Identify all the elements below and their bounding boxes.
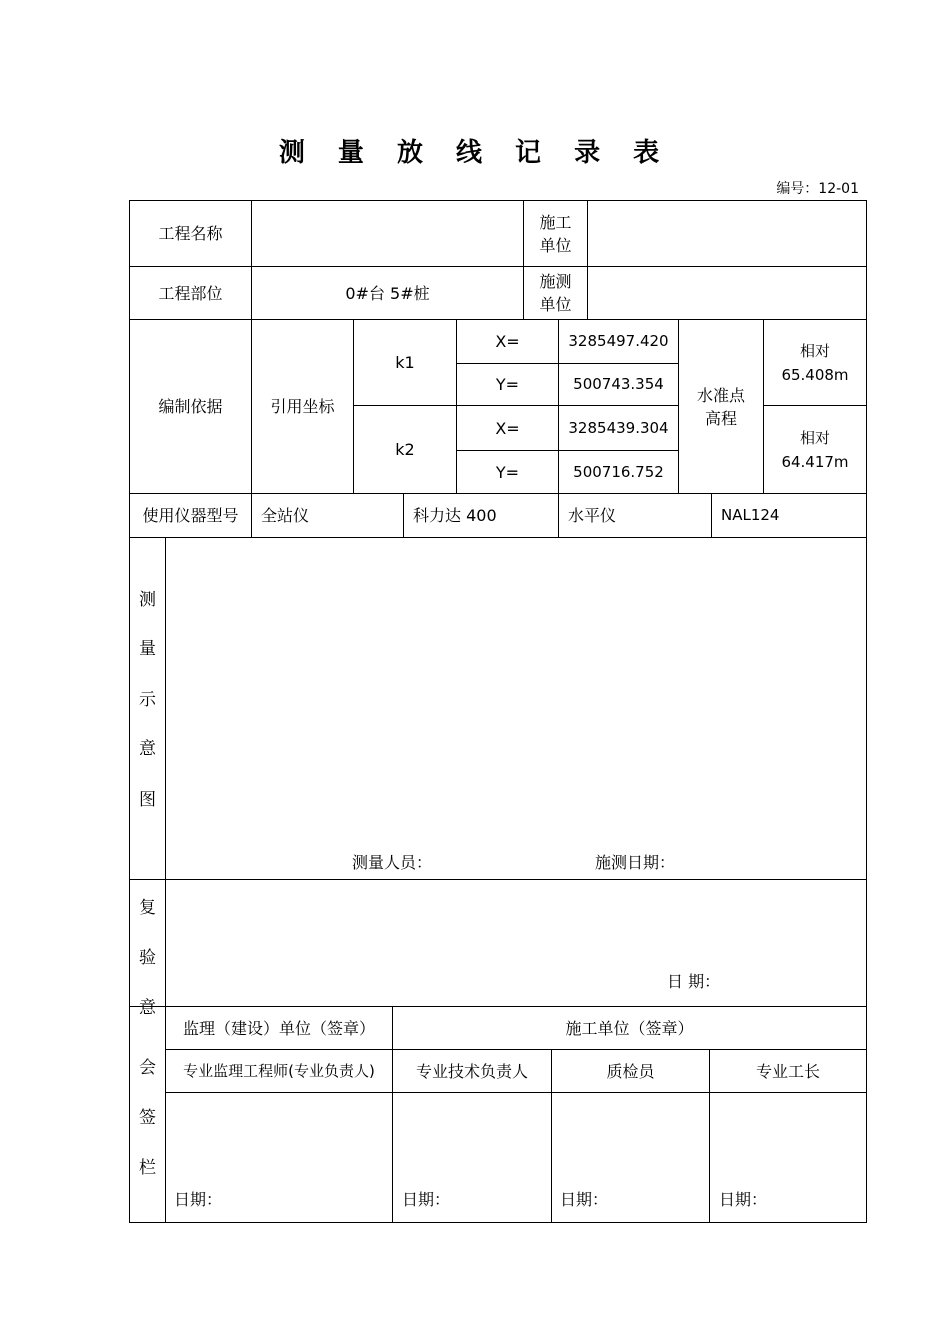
k2-x-label: X=: [495, 418, 520, 438]
k1-y-label: Y=: [495, 375, 520, 394]
construction-unit-value[interactable]: [588, 201, 866, 266]
instrument-total-station-model: 科力达 400: [413, 506, 497, 525]
role-site-foreman: 专业工长: [755, 1061, 820, 1081]
signature-area-technical-lead[interactable]: [393, 1093, 551, 1183]
signoff-date-label: 日期：: [174, 1190, 223, 1209]
elevation-k2: 相对 64.417m: [781, 428, 849, 471]
point-k1-name: k1: [395, 353, 415, 372]
reference-coordinates-label: 引用坐标: [270, 397, 335, 416]
sketch-label-char: 意: [139, 739, 156, 759]
sketch-label-char: 量: [139, 639, 156, 659]
review-label-char: 意: [139, 998, 156, 1018]
document-number: 编号：12-01: [776, 181, 859, 197]
contractor-unit-header: 施工单位（签章）: [565, 1018, 694, 1038]
point-k2-name: k2: [395, 440, 415, 459]
k1-x-label: X=: [495, 332, 520, 351]
sketch-label-char: 测: [139, 590, 156, 610]
border-right: [866, 200, 867, 1223]
k2-x-value: 3285439.304: [568, 418, 669, 437]
instrument-level: 水平仪: [568, 506, 617, 525]
construction-unit-label: 施工 单位: [539, 212, 572, 255]
role-quality-inspector: 质检员: [606, 1061, 655, 1081]
role-supervising-engineer: 专业监理工程师(专业负责人): [183, 1061, 375, 1080]
review-comments-area[interactable]: [166, 880, 866, 970]
sketch-drawing-area[interactable]: [166, 538, 866, 838]
signoff-label-char: 签: [139, 1108, 156, 1128]
instrument-total-station: 全站仪: [261, 506, 310, 525]
project-name-value[interactable]: [252, 201, 523, 266]
surveyor-label: 测量人员：: [352, 853, 433, 872]
review-label-char: 验: [139, 948, 156, 968]
page-title: 测 量 放 线 记 录 表: [278, 138, 672, 168]
signoff-date-label: 日期：: [719, 1190, 768, 1209]
border-bottom: [129, 1222, 867, 1223]
signoff-date-label: 日期：: [402, 1190, 451, 1209]
k2-y-label: Y=: [495, 462, 520, 482]
review-label-char: 复: [139, 898, 156, 918]
survey-date-label: 施测日期：: [595, 853, 676, 872]
review-label: [130, 880, 165, 1018]
signature-area-site-foreman[interactable]: [710, 1093, 866, 1183]
k1-x-value: 3285497.420: [568, 332, 669, 350]
project-name-label: 工程名称: [158, 224, 223, 243]
survey-unit-label: 施测 单位: [539, 272, 572, 314]
instrument-level-model: NAL124: [721, 506, 780, 524]
project-part-value[interactable]: 0#台 5#桩: [345, 283, 430, 303]
survey-unit-value[interactable]: [588, 267, 866, 319]
signoff-label-char: 栏: [139, 1158, 156, 1178]
signature-area-quality-inspector[interactable]: [552, 1093, 709, 1183]
signoff-label-char: 会: [139, 1058, 156, 1078]
supervision-unit-header: 监理（建设）单位（签章）: [182, 1018, 375, 1038]
instruments-label: 使用仪器型号: [142, 506, 239, 525]
sketch-label-char: 图: [139, 790, 156, 810]
project-part-label: 工程部位: [158, 283, 223, 303]
review-date-label: 日 期：: [667, 972, 721, 991]
benchmark-elevation-label: 水准点 高程: [696, 385, 745, 428]
signoff-date-label: 日期：: [560, 1190, 609, 1209]
basis-label: 编制依据: [158, 397, 223, 416]
sketch-label-char: 示: [139, 690, 156, 710]
role-technical-lead: 专业技术负责人: [415, 1061, 528, 1081]
signature-area-supervisor[interactable]: [166, 1093, 392, 1183]
k1-y-value: 500743.354: [573, 375, 664, 393]
k2-y-value: 500716.752: [573, 462, 664, 481]
elevation-k1: 相对 65.408m: [781, 341, 849, 384]
